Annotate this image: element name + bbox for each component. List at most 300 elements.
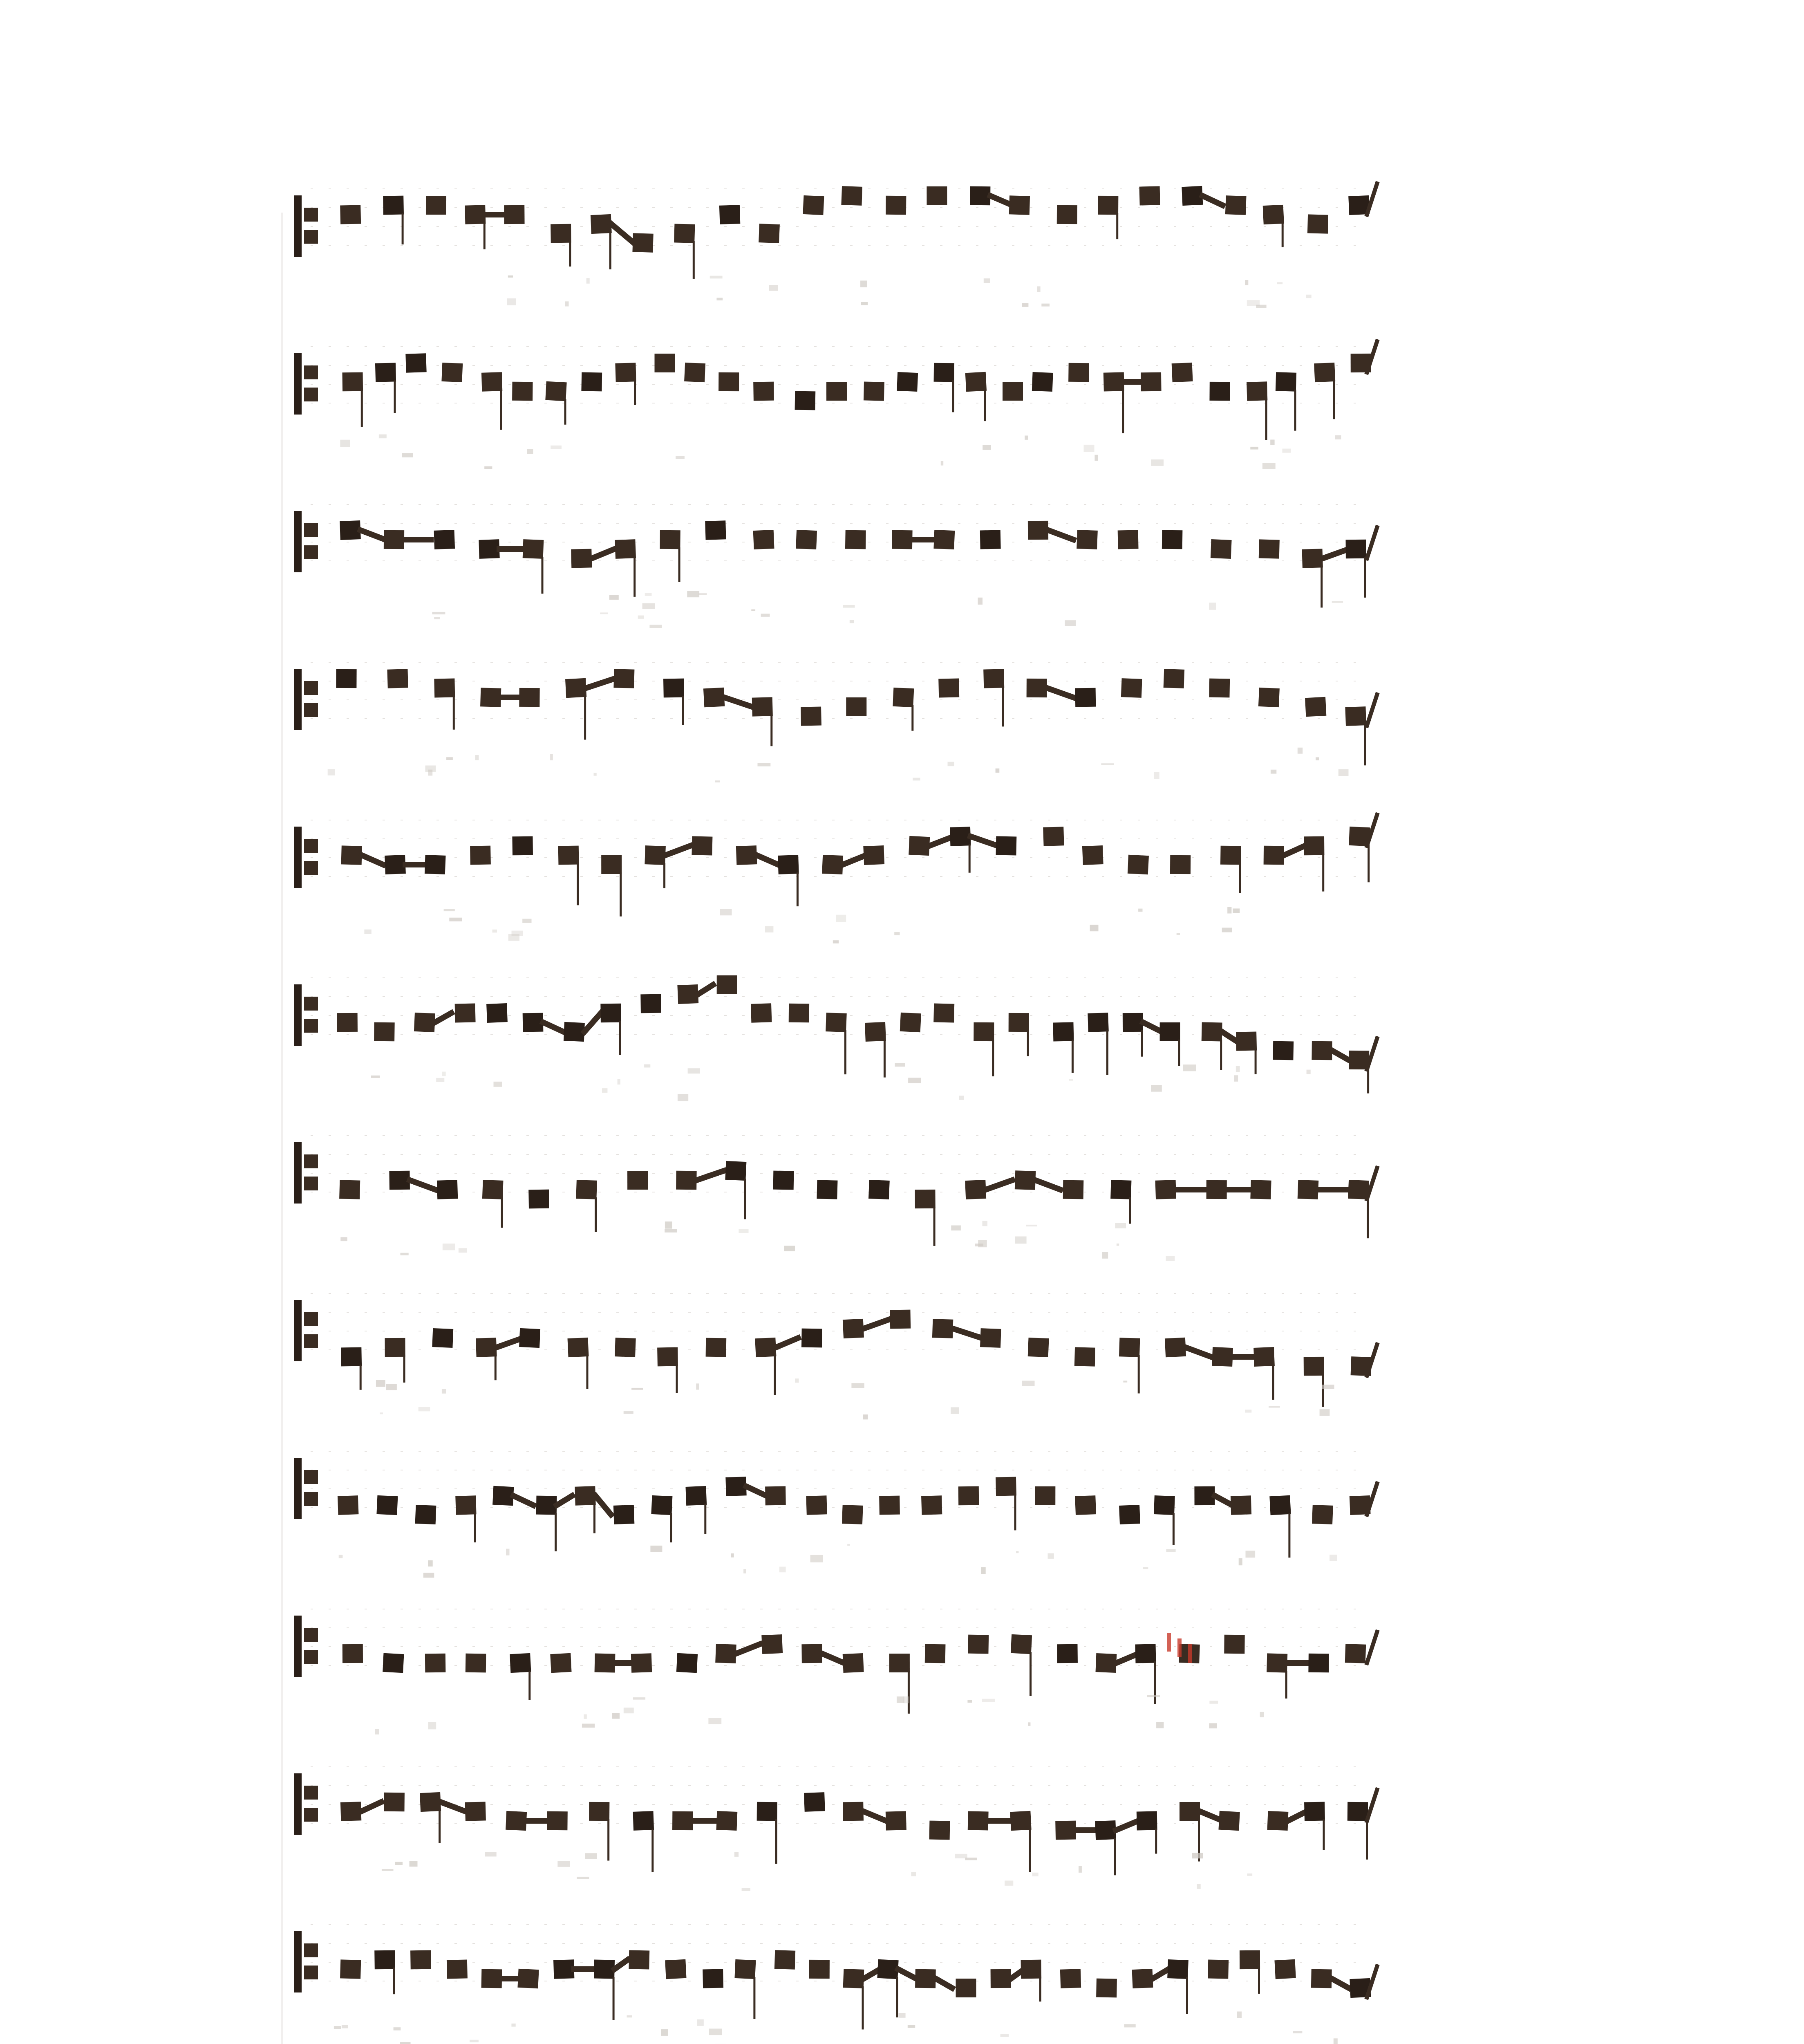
bleed-through xyxy=(731,1553,734,1558)
custos xyxy=(1364,692,1379,728)
neume-note xyxy=(1345,706,1366,726)
clef-mark xyxy=(294,1931,302,1992)
note-stem xyxy=(663,863,665,888)
clef-mark xyxy=(304,545,318,559)
bleed-through xyxy=(446,757,453,760)
bleed-through xyxy=(1239,1558,1242,1566)
ligature xyxy=(822,1654,844,1663)
bleed-through xyxy=(650,1546,662,1552)
rubric-mark xyxy=(1188,1644,1192,1663)
neume-note xyxy=(504,205,524,224)
neume-note xyxy=(455,1495,476,1515)
ligature xyxy=(776,1338,798,1347)
bleed-through xyxy=(484,466,492,469)
bleed-through xyxy=(860,280,867,287)
neume-note xyxy=(340,205,361,224)
ligature xyxy=(757,855,778,865)
bleed-through xyxy=(522,919,531,923)
bleed-through xyxy=(577,1877,589,1879)
bleed-through xyxy=(434,617,440,619)
bleed-through xyxy=(627,2015,632,2017)
neume-note xyxy=(886,1811,906,1830)
neume-note xyxy=(523,539,544,559)
bleed-through xyxy=(1192,1853,1203,1858)
bleed-through xyxy=(913,778,920,781)
bleed-through xyxy=(1037,286,1041,292)
neume-note xyxy=(1304,1357,1324,1376)
neume-note xyxy=(765,1486,786,1506)
note-stem xyxy=(1294,390,1296,431)
note-stem xyxy=(495,1355,497,1380)
bleed-through xyxy=(708,1718,721,1724)
neume-note xyxy=(1263,205,1284,224)
ligature xyxy=(953,1329,982,1338)
ligature xyxy=(543,1022,564,1032)
neume-note xyxy=(434,679,455,698)
bleed-through xyxy=(661,2029,668,2036)
neume-note xyxy=(1141,372,1162,392)
bleed-through xyxy=(1102,1252,1108,1258)
clef-mark xyxy=(294,1773,302,1835)
bleed-through xyxy=(1322,1385,1334,1389)
note-stem xyxy=(678,547,680,582)
neume-note xyxy=(980,1328,1001,1348)
note-stem xyxy=(774,1355,776,1395)
neume-note xyxy=(1060,1969,1081,1988)
bleed-through xyxy=(1262,463,1276,469)
neume-note xyxy=(1236,1031,1257,1051)
neume-note xyxy=(806,1495,827,1515)
note-stem xyxy=(542,557,544,594)
neume-note xyxy=(1162,530,1183,549)
bleed-through xyxy=(1048,1553,1054,1559)
neume-note xyxy=(512,836,533,856)
note-stem xyxy=(607,1819,609,1860)
neume-note xyxy=(374,1950,395,1970)
neume-note xyxy=(633,1811,654,1831)
ligature xyxy=(724,697,752,707)
bleed-through xyxy=(769,285,778,291)
neume-note xyxy=(1231,1495,1251,1515)
note-stem xyxy=(908,1671,910,1714)
note-stem xyxy=(1333,380,1335,419)
neume-note xyxy=(1028,1338,1049,1357)
neume-note xyxy=(996,836,1016,856)
note-stem xyxy=(896,1977,898,2017)
neume-note xyxy=(1119,1338,1140,1357)
neume-note xyxy=(470,846,491,865)
neume-note xyxy=(1010,1811,1031,1831)
ligature xyxy=(929,836,953,846)
note-stem xyxy=(1255,1049,1257,1074)
staff-9 xyxy=(294,1451,1380,1578)
bleed-through xyxy=(425,766,436,772)
note-stem xyxy=(1178,1040,1180,1066)
clef-mark xyxy=(294,984,302,1046)
neume-note xyxy=(465,205,486,224)
bleed-through xyxy=(981,1567,986,1574)
neume-note xyxy=(1075,688,1096,707)
note-stem xyxy=(1014,1494,1016,1530)
ligature xyxy=(592,549,615,558)
neume-note xyxy=(512,382,533,401)
note-stem xyxy=(1186,1977,1188,2014)
ligature xyxy=(843,855,866,865)
neume-note xyxy=(613,669,634,688)
ligature xyxy=(362,855,383,865)
neume-note xyxy=(517,1969,539,1988)
note-stem xyxy=(744,1179,746,1219)
bleed-through xyxy=(644,1065,650,1068)
clef-mark xyxy=(304,681,318,695)
rubric-mark xyxy=(1167,1633,1171,1652)
bleed-through xyxy=(851,1383,864,1388)
bleed-through xyxy=(423,1573,434,1578)
neume-note xyxy=(1209,382,1230,401)
neume-note xyxy=(375,363,396,382)
staff-2 xyxy=(294,339,1380,469)
bleed-through xyxy=(687,591,699,597)
neume-note xyxy=(718,372,739,391)
neume-note xyxy=(817,1180,837,1199)
note-stem xyxy=(911,705,913,731)
bleed-through xyxy=(371,1076,380,1078)
neume-note xyxy=(1314,363,1335,382)
neume-note xyxy=(879,1496,900,1515)
neume-note xyxy=(956,1979,976,1997)
ligature xyxy=(441,1802,466,1811)
neume-note xyxy=(447,1959,468,1979)
note-stem xyxy=(1265,399,1267,440)
note-stem xyxy=(394,380,396,413)
neume-note xyxy=(751,1003,772,1022)
neume-note xyxy=(1258,688,1280,707)
note-stem xyxy=(1106,1030,1108,1075)
bleed-through xyxy=(810,1555,823,1562)
bleed-through xyxy=(996,769,1000,773)
neume-note xyxy=(437,1180,458,1199)
neume-note xyxy=(1167,1959,1188,1979)
note-stem xyxy=(569,241,571,267)
neume-note xyxy=(640,994,661,1013)
clef-mark xyxy=(294,1142,302,1204)
ligature xyxy=(1036,1180,1061,1190)
staff-7 xyxy=(294,1136,1380,1261)
neume-note xyxy=(558,846,579,865)
bleed-through xyxy=(779,1567,786,1572)
bleed-through xyxy=(1183,1065,1196,1071)
bleed-through xyxy=(1316,757,1319,760)
neume-note xyxy=(655,354,675,372)
ligature xyxy=(586,679,615,688)
bleed-through xyxy=(394,2027,401,2031)
note-stem xyxy=(1030,1652,1032,1696)
neume-note xyxy=(843,1653,864,1673)
bleed-through xyxy=(899,2013,906,2018)
neume-note xyxy=(774,1950,795,1970)
neume-note xyxy=(897,372,918,392)
bleed-through xyxy=(508,276,513,278)
note-stem xyxy=(1122,390,1124,433)
bleed-through xyxy=(833,940,839,944)
bleed-through xyxy=(1000,2034,1009,2037)
ligature xyxy=(1284,846,1305,855)
bleed-through xyxy=(1015,1237,1027,1244)
clef-mark xyxy=(294,195,302,257)
neume-note xyxy=(425,1654,446,1673)
neume-note xyxy=(983,669,1004,688)
bleed-through xyxy=(696,1383,699,1390)
neume-note xyxy=(1118,530,1139,549)
bleed-through xyxy=(1227,907,1231,913)
neume-note xyxy=(795,391,816,410)
ligature xyxy=(1143,1022,1162,1032)
neume-note xyxy=(1077,530,1098,549)
neume-note xyxy=(519,1328,540,1348)
note-stem xyxy=(1027,1030,1029,1056)
neume-note xyxy=(804,1792,825,1812)
note-stem xyxy=(1323,1819,1325,1850)
ligature xyxy=(595,1496,611,1515)
ligature xyxy=(1332,1051,1349,1060)
neume-note xyxy=(1218,1811,1240,1831)
note-stem xyxy=(1154,1661,1156,1704)
bleed-through xyxy=(1123,1381,1127,1382)
ligature xyxy=(435,1013,452,1022)
neume-note xyxy=(1011,1634,1032,1654)
note-stem xyxy=(586,1355,589,1389)
neume-note xyxy=(613,1505,634,1524)
note-stem xyxy=(753,1977,755,2019)
ligature xyxy=(986,1180,1012,1190)
neume-note xyxy=(1259,539,1280,558)
bleed-through xyxy=(444,909,455,912)
ligature xyxy=(971,836,998,846)
bleed-through xyxy=(395,1862,403,1865)
neume-note xyxy=(1075,1495,1096,1515)
ligature xyxy=(1222,1032,1236,1041)
staff-6 xyxy=(294,975,1380,1101)
neume-note xyxy=(796,530,817,549)
neume-note xyxy=(1055,1821,1076,1840)
neume-note xyxy=(778,855,799,874)
neume-note xyxy=(615,363,636,382)
bleed-through xyxy=(1151,459,1164,466)
bleed-through xyxy=(1197,1884,1201,1889)
bleed-through xyxy=(1250,447,1258,450)
neume-note xyxy=(1225,195,1247,215)
ligature xyxy=(497,1338,523,1347)
note-stem xyxy=(1138,1355,1140,1393)
neume-note xyxy=(665,1959,686,1979)
neume-note xyxy=(651,1495,672,1515)
neume-note xyxy=(846,697,866,716)
neume-note xyxy=(336,669,356,688)
bleed-through xyxy=(1245,280,1248,285)
neume-note xyxy=(933,530,955,549)
neume-note xyxy=(432,1328,453,1348)
ligature xyxy=(513,1496,533,1505)
neume-note xyxy=(1003,382,1023,401)
neume-note xyxy=(1068,363,1089,382)
note-stem xyxy=(797,872,799,906)
bleed-through xyxy=(442,1389,446,1394)
neume-note xyxy=(864,381,884,401)
bleed-through xyxy=(1022,1381,1035,1386)
neume-note xyxy=(567,1338,589,1357)
neume-note xyxy=(974,1022,994,1041)
bleed-through xyxy=(1154,772,1159,779)
bleed-through xyxy=(795,1378,799,1383)
neume-note xyxy=(576,1180,597,1199)
neume-note xyxy=(410,1950,431,1970)
neume-note xyxy=(425,855,446,874)
neume-note xyxy=(481,372,502,391)
bleed-through xyxy=(908,1078,921,1083)
ligature xyxy=(1215,1496,1233,1505)
bleed-through xyxy=(565,301,569,306)
neume-note xyxy=(385,1338,405,1357)
bleed-through xyxy=(645,593,652,596)
neume-note xyxy=(1155,1180,1176,1199)
bleed-through xyxy=(402,453,413,457)
ligature xyxy=(1323,549,1349,558)
bleed-through xyxy=(1117,1244,1119,1246)
neume-note xyxy=(1110,1180,1131,1199)
ligature xyxy=(864,1811,886,1821)
clef-mark xyxy=(304,839,318,853)
ligature xyxy=(1288,1811,1307,1821)
note-stem xyxy=(1239,863,1241,893)
custos xyxy=(1364,1629,1379,1666)
neume-note xyxy=(547,1811,567,1830)
ligature xyxy=(1116,1654,1138,1663)
bleed-through xyxy=(716,298,723,300)
bleed-through xyxy=(342,2025,348,2028)
note-stem xyxy=(1155,1829,1157,1853)
neume-note xyxy=(1032,372,1053,392)
bleed-through xyxy=(951,1226,961,1231)
bleed-through xyxy=(967,1700,972,1703)
bleed-through xyxy=(1209,603,1216,610)
bleed-through xyxy=(376,1380,385,1387)
bleed-through xyxy=(984,278,990,283)
bleed-through xyxy=(698,593,707,595)
neume-note xyxy=(466,1654,486,1673)
clef-mark xyxy=(294,669,302,730)
neume-note xyxy=(1128,855,1149,874)
neume-note xyxy=(627,1171,648,1190)
neume-note xyxy=(868,1180,890,1199)
clef-mark xyxy=(294,353,302,415)
neume-note xyxy=(339,1180,360,1199)
note-stem xyxy=(613,1977,615,2020)
bleed-through xyxy=(1166,1256,1175,1261)
neume-note xyxy=(1345,1644,1366,1663)
neume-note xyxy=(900,1013,921,1032)
bleed-through xyxy=(978,598,983,605)
ligature xyxy=(1186,1347,1211,1357)
neume-note xyxy=(465,1802,486,1821)
bleed-through xyxy=(649,625,662,628)
staff-3 xyxy=(294,504,1380,628)
bleed-through xyxy=(527,449,533,454)
neume-note xyxy=(1304,1802,1325,1821)
ligature xyxy=(936,1979,952,1988)
bleed-through xyxy=(720,909,732,916)
neume-note xyxy=(1307,214,1328,233)
note-stem xyxy=(1002,686,1004,726)
note-stem xyxy=(402,213,404,244)
note-stem xyxy=(1220,1040,1222,1070)
bleed-through xyxy=(908,2025,915,2028)
bleed-through xyxy=(897,1697,904,1703)
bleed-through xyxy=(843,605,855,608)
neume-note xyxy=(1170,855,1191,874)
bleed-through xyxy=(380,1412,383,1414)
neume-note xyxy=(1164,669,1185,688)
note-stem xyxy=(844,1030,846,1074)
bleed-through xyxy=(1032,1873,1039,1876)
staff-4 xyxy=(294,662,1380,782)
bleed-through xyxy=(982,1699,995,1702)
neume-note xyxy=(1043,827,1064,846)
bleed-through xyxy=(557,1861,570,1867)
bleed-through xyxy=(1335,435,1341,439)
note-stem xyxy=(500,390,502,430)
note-stem xyxy=(619,1021,621,1055)
bleed-through xyxy=(551,446,562,449)
neume-note xyxy=(725,1161,746,1181)
neume-note xyxy=(340,1959,361,1979)
neume-note xyxy=(1250,1180,1271,1199)
note-stem xyxy=(595,1197,597,1232)
neume-note xyxy=(934,363,955,382)
neume-note xyxy=(1304,836,1324,855)
ligature xyxy=(615,1960,628,1969)
neume-note xyxy=(551,224,571,243)
bleed-through xyxy=(584,1715,586,1719)
neume-note xyxy=(1009,1013,1029,1032)
neume-note xyxy=(1053,1022,1074,1041)
neume-note xyxy=(826,382,847,401)
bleed-through xyxy=(612,1713,620,1719)
bleed-through xyxy=(1143,1567,1148,1569)
neume-note xyxy=(631,1653,652,1672)
neume-note xyxy=(480,688,501,707)
neume-note xyxy=(434,530,455,549)
neume-note xyxy=(734,1959,756,1979)
bleed-through xyxy=(379,435,387,439)
bleed-through xyxy=(1338,769,1349,776)
bleed-through xyxy=(895,1063,905,1067)
neume-note xyxy=(376,1495,398,1515)
ligature xyxy=(1047,688,1074,697)
bleed-through xyxy=(1277,282,1282,284)
note-stem xyxy=(1258,1968,1260,1994)
note-stem xyxy=(633,557,636,597)
neume-note xyxy=(759,224,780,243)
clef-mark xyxy=(304,1943,318,1957)
note-stem xyxy=(555,1513,557,1551)
note-stem xyxy=(1173,1513,1175,1545)
neume-note xyxy=(528,1190,549,1209)
bleed-through xyxy=(1270,439,1274,445)
bleed-through xyxy=(1209,1701,1218,1703)
neume-note xyxy=(890,1310,911,1329)
note-stem xyxy=(361,390,363,427)
ligature xyxy=(898,1969,916,1979)
